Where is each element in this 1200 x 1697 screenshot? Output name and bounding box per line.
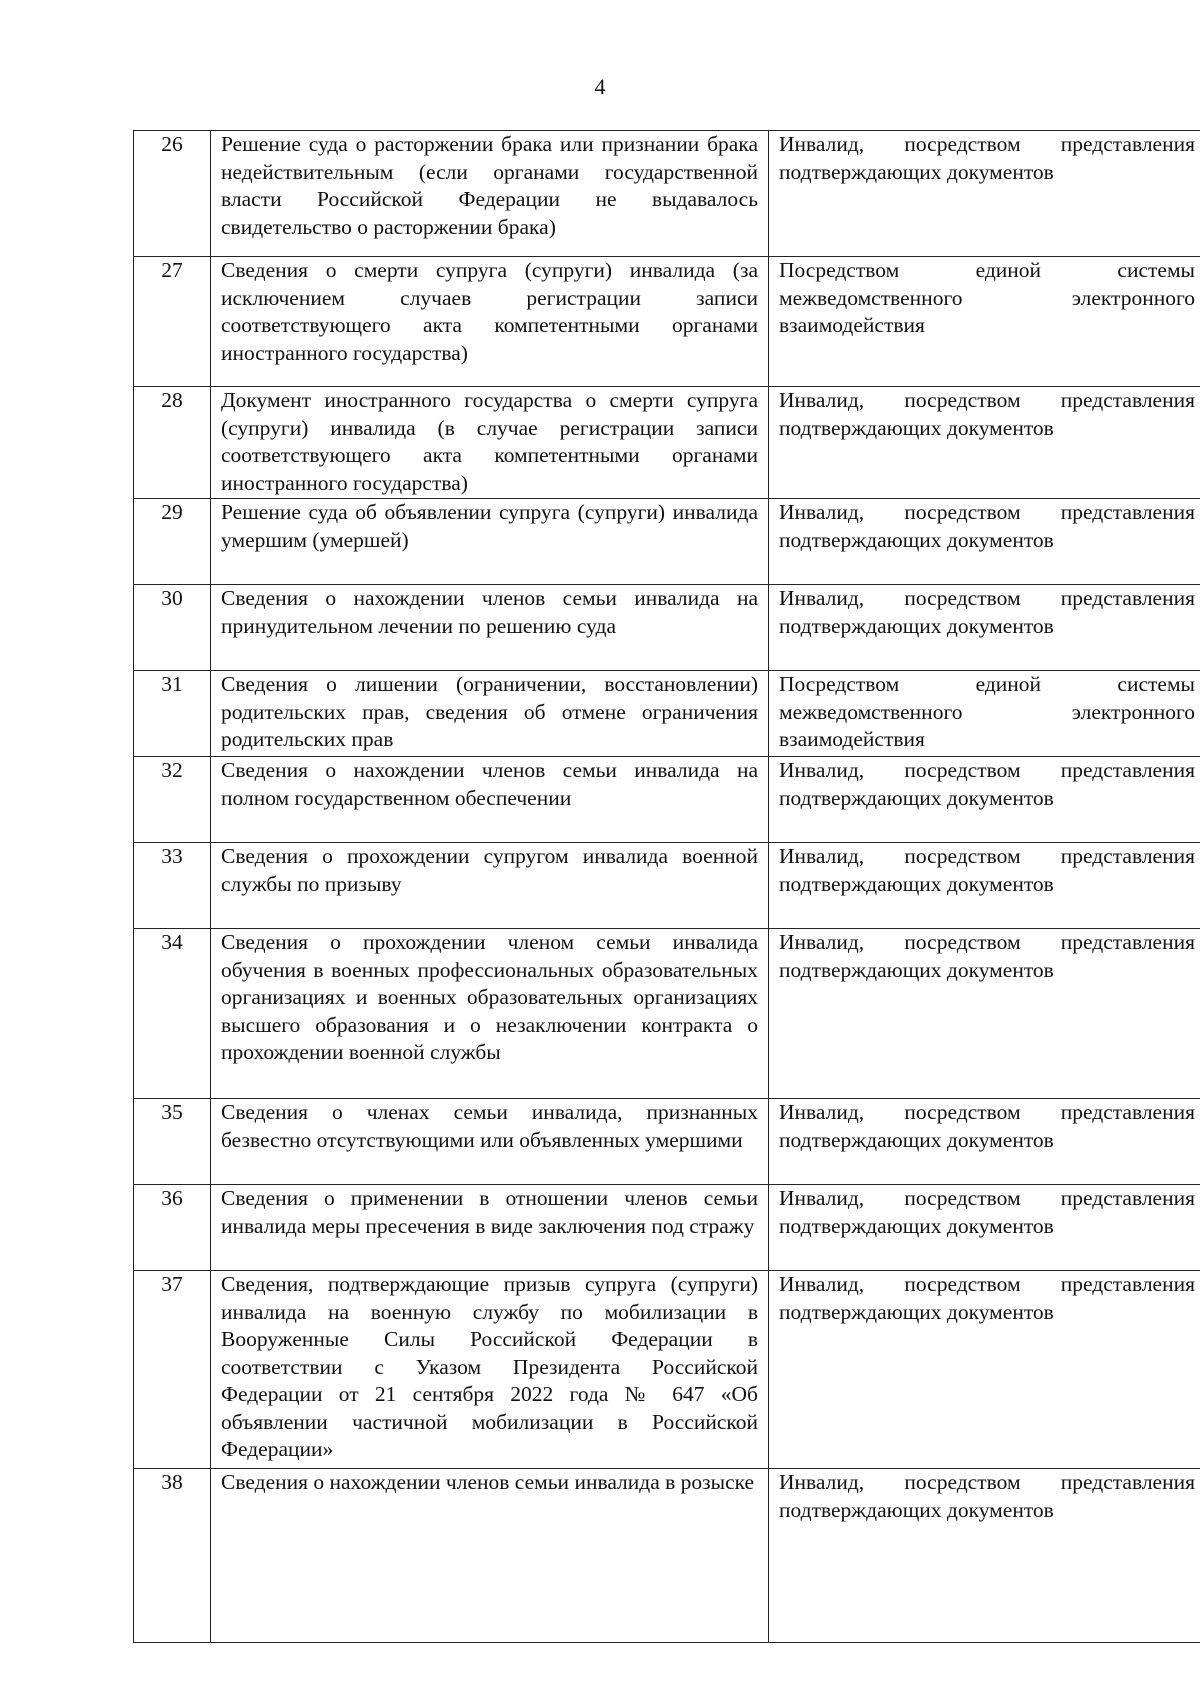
document-source: Инвалид, посредством представления подтверждающих документов — [769, 585, 1200, 671]
table-row — [134, 387, 1200, 499]
table-row — [134, 1271, 1200, 1469]
page-number: 4 — [594, 74, 606, 99]
table-row — [134, 1469, 1200, 1643]
table-row — [134, 1099, 1200, 1185]
document-name: Сведения о членах семьи инвалида, признанных безвестно отсутствующими или объявленных умершими — [211, 1099, 769, 1185]
document-source: Инвалид, посредством представления подтверждающих документов — [769, 1099, 1200, 1185]
document-name: Решение суда о расторжении брака или признании брака недействительным (если органами государственной власти Российской Федерации не выдавалось свидетельство о расторжении брака) — [211, 131, 769, 257]
table-row — [134, 843, 1200, 929]
row-number: 26 — [134, 131, 211, 257]
document-source: Инвалид, посредством представления подтверждающих документов — [769, 1469, 1200, 1643]
row-number: 33 — [134, 843, 211, 929]
row-number: 31 — [134, 671, 211, 757]
document-name: Документ иностранного государства о смерти супруга (супруги) инвалида (в случае регистрации записи соответствующего акта компетентными органами иностранного государства) — [211, 387, 769, 499]
row-number: 35 — [134, 1099, 211, 1185]
row-number: 36 — [134, 1185, 211, 1271]
document-name: Сведения о нахождении членов семьи инвалида на полном государственном обеспечении — [211, 757, 769, 843]
row-number: 34 — [134, 929, 211, 1099]
table-row — [134, 499, 1200, 585]
document-name: Сведения о прохождении членом семьи инвалида обучения в военных профессиональных образовательных организациях и военных образовательных организациях высшего образования и о незаключении контракта о прохождении военной службы — [211, 929, 769, 1099]
table-row — [134, 585, 1200, 671]
row-number: 27 — [134, 257, 211, 387]
document-name: Сведения о прохождении супругом инвалида военной службы по призыву — [211, 843, 769, 929]
document-source: Посредством единой системы межведомственного электронного взаимодействия — [769, 257, 1200, 387]
documents-table — [133, 130, 1200, 1643]
row-number: 28 — [134, 387, 211, 499]
document-name: Сведения о смерти супруга (супруги) инвалида (за исключением случаев регистрации записи соответствующего акта компетентными органами иностранного государства) — [211, 257, 769, 387]
document-source: Инвалид, посредством представления подтверждающих документов — [769, 1185, 1200, 1271]
table-row — [134, 257, 1200, 387]
document-name: Сведения о применении в отношении членов семьи инвалида меры пресечения в виде заключения под стражу — [211, 1185, 769, 1271]
document-name: Сведения о лишении (ограничении, восстановлении) родительских прав, сведения об отмене ограничения родительских прав — [211, 671, 769, 757]
document-name: Сведения о нахождении членов семьи инвалида в розыске — [211, 1469, 769, 1643]
document-source: Инвалид, посредством представления подтверждающих документов — [769, 1271, 1200, 1469]
row-number: 30 — [134, 585, 211, 671]
table-row — [134, 1185, 1200, 1271]
document-name: Сведения, подтверждающие призыв супруга (супруги) инвалида на военную службу по мобилизации в Вооруженные Силы Российской Федерации в соответствии с Указом Президента Российской Федерации от 21 сентября 2022 года № 647 «Об объявлении частичной мобилизации в Российской Федерации» — [211, 1271, 769, 1469]
row-number: 38 — [134, 1469, 211, 1643]
row-number: 32 — [134, 757, 211, 843]
document-source: Инвалид, посредством представления подтверждающих документов — [769, 499, 1200, 585]
document-source: Инвалид, посредством представления подтверждающих документов — [769, 929, 1200, 1099]
table-row — [134, 671, 1200, 757]
row-number: 29 — [134, 499, 211, 585]
document-name: Решение суда об объявлении супруга (супруги) инвалида умершим (умершей) — [211, 499, 769, 585]
row-number: 37 — [134, 1271, 211, 1469]
table-row — [134, 131, 1200, 257]
document-name: Сведения о нахождении членов семьи инвалида на принудительном лечении по решению суда — [211, 585, 769, 671]
table-row — [134, 757, 1200, 843]
document-source: Инвалид, посредством представления подтверждающих документов — [769, 131, 1200, 257]
document-source: Инвалид, посредством представления подтверждающих документов — [769, 757, 1200, 843]
table-row — [134, 929, 1200, 1099]
document-source: Посредством единой системы межведомственного электронного взаимодействия — [769, 671, 1200, 757]
document-source: Инвалид, посредством представления подтверждающих документов — [769, 387, 1200, 499]
document-source: Инвалид, посредством представления подтверждающих документов — [769, 843, 1200, 929]
